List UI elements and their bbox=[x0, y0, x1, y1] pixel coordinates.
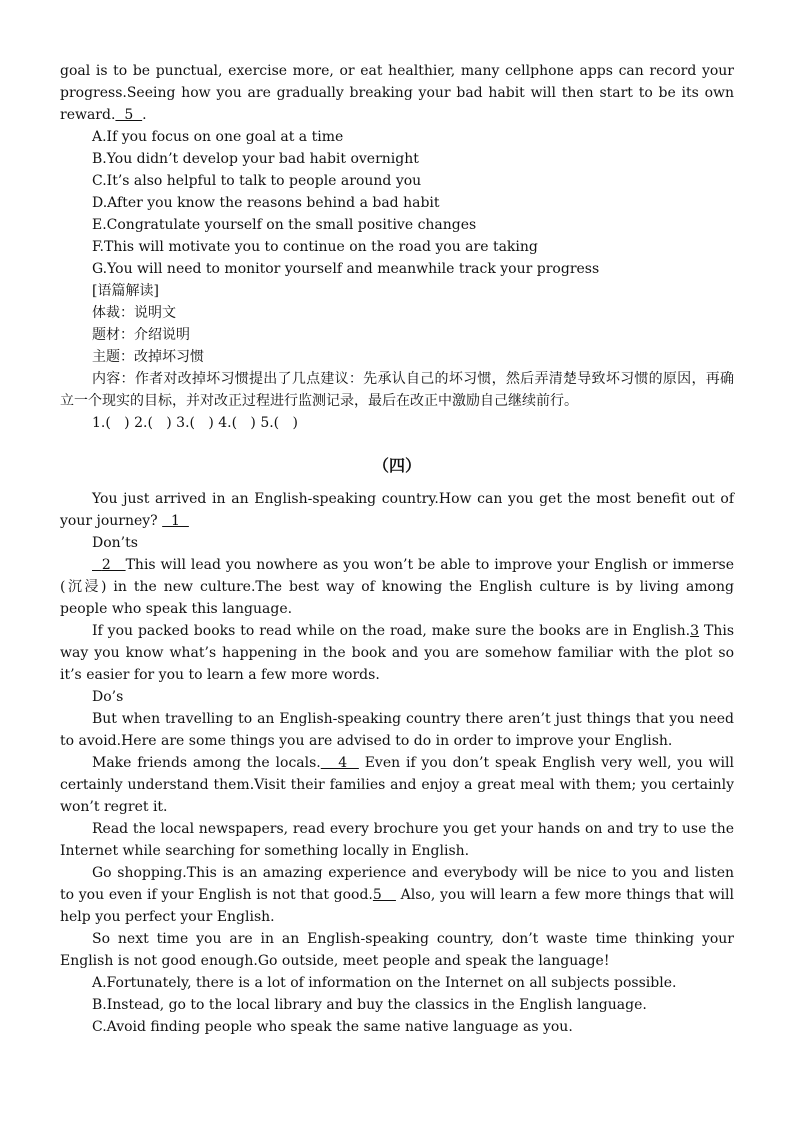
blank-1: 1 bbox=[162, 513, 189, 529]
paragraph-2 bbox=[60, 554, 739, 620]
paragraph-3 bbox=[60, 620, 739, 686]
blank-5: 5 bbox=[372, 887, 396, 903]
paragraph-text: Even if you don’t speak English very well, you will certainly understand them.Visit their families and enjoy a great meal with them; you certainly won’t regret it. bbox=[60, 755, 739, 815]
option-a: A.Fortunately, there is a lot of information on the Internet on all subjects possible. bbox=[92, 975, 677, 991]
paragraph-text: Make friends among the locals. bbox=[92, 755, 321, 771]
blank-5: 5 bbox=[115, 107, 143, 123]
passage-paragraph bbox=[60, 60, 739, 126]
analysis-genre: 体裁：说明文 bbox=[92, 305, 176, 321]
option-e: E.Congratulate yourself on the small positive changes bbox=[92, 217, 477, 233]
paragraph-text: goal is to be punctual, exercise more, or eat healthier, many cellphone apps can record your progress.Seeing how you are gradually breaking your bad habit will then start to be its own reward. bbox=[60, 63, 739, 123]
paragraph-text: Also, you will learn a few more things that will help you perfect your English. bbox=[60, 887, 739, 925]
answer-line: 1.( ) 2.( ) 3.( ) 4.( ) 5.( ) bbox=[92, 415, 298, 431]
intro-paragraph bbox=[60, 488, 739, 532]
paragraph-text: You just arrived in an English-speaking country.How can you get the most benefit out of your journey? bbox=[60, 491, 739, 529]
paragraph-4: But when travelling to an English-speaking country there aren’t just things that you need to avoid.Here are some things you are advised to do in order to improve your English. bbox=[60, 711, 739, 749]
option-c: C.It’s also helpful to talk to people around you bbox=[92, 173, 422, 189]
paragraph-8: So next time you are in an English-speaking country, don’t waste time thinking your English is not good enough.Go outside, meet people and speak the language! bbox=[60, 931, 739, 969]
blank-3: 3 bbox=[690, 623, 700, 639]
paragraph-6: Read the local newspapers, read every brochure you get your hands on and try to use the Internet while searching for something locally in English. bbox=[60, 821, 739, 859]
analysis-content: 内容：作者对改掉坏习惯提出了几点建议：先承认自己的坏习惯，然后弄清楚导致坏习惯的原因，再确立一个现实的目标，并对改正过程进行监测记录，最后在改正中激励自己继续前行。 bbox=[60, 371, 734, 409]
blank-4: 4 bbox=[320, 755, 359, 771]
option-g: G.You will need to monitor yourself and meanwhile track your progress bbox=[92, 261, 600, 277]
option-f: F.This will motivate you to continue on the road you are taking bbox=[92, 239, 538, 255]
paragraph-7 bbox=[60, 862, 739, 928]
dos-heading: Do’s bbox=[92, 689, 124, 705]
blank-2: 2 bbox=[92, 557, 126, 573]
option-d: D.After you know the reasons behind a bad habit bbox=[92, 195, 440, 211]
paragraph-text: . bbox=[142, 107, 147, 123]
option-a: A.If you focus on one goal at a time bbox=[92, 129, 344, 145]
paragraph-text: This way you know what’s happening in the book and you are somehow familiar with the plot so it’s easier for you to learn a few more words. bbox=[60, 623, 739, 683]
option-b: B.You didn’t develop your bad habit overnight bbox=[92, 151, 419, 167]
analysis-subject: 题材：介绍说明 bbox=[92, 327, 190, 343]
paragraph-text: If you packed books to read while on the road, make sure the books are in English. bbox=[92, 623, 691, 639]
paragraph-5 bbox=[60, 752, 739, 818]
paragraph-text: This will lead you nowhere as you won’t be able to improve your English or immerse (沉浸) in the new culture.The best way of knowing the English culture is by living among people who speak this language. bbox=[60, 557, 739, 617]
donts-heading: Don’ts bbox=[92, 535, 138, 551]
option-c: C.Avoid finding people who speak the same native language as you. bbox=[92, 1019, 573, 1035]
analysis-theme: 主题：改掉坏习惯 bbox=[92, 349, 204, 365]
option-b: B.Instead, go to the local library and buy the classics in the English language. bbox=[92, 997, 647, 1013]
document-page bbox=[60, 60, 739, 1038]
analysis-heading: [语篇解读] bbox=[92, 283, 159, 299]
section-title: （四） bbox=[372, 456, 421, 475]
paragraph-text: Go shopping.This is an amazing experience and everybody will be nice to you and listen to you even if your English is not that good. bbox=[60, 865, 739, 903]
